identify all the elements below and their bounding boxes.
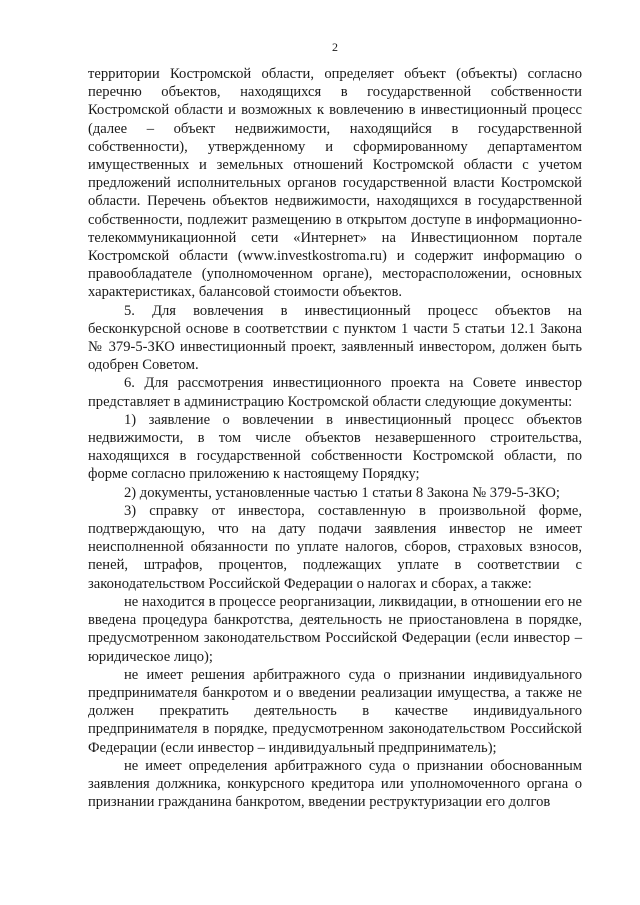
subitem-2: 2) документы, установленные частью 1 статьи 8 Закона № 379-5-ЗКО; (124, 484, 560, 501)
paragraph-item-5: 5. Для вовлечения в инвестиционный процесс объектов на бесконкурсной основе в соответствии с пунктом 1 части 5 статьи 12.1 Закона № 379-5-ЗКО инвестиционный проект, заявленный инвестором, должен быть одобрен Советом. (88, 302, 582, 374)
condition-legal-entity: не находится в процессе реорганизации, ликвидации, в отношении его не введена процедура банкротства, деятельность не приостановлена в порядке, предусмотренном законодательством Российской Федерации (если инвестор – юридическое лицо); (88, 593, 582, 665)
page-number: 2 (332, 40, 338, 54)
condition-citizen-bankruptcy: не имеет определения арбитражного суда о признании обоснованным заявления должника, конкурсного кредитора или уполномоченного органа о признании гражданина банкротом, введении реструктуризации его долгов (88, 757, 582, 811)
document-body (88, 65, 582, 811)
paragraph-continuation: территории Костромской области, определяет объект (объекты) согласно перечню объектов, находящихся в государственной собственности Костромской области и возможных к вовлечению в инвестиционный процесс (далее – объект недвижимости, находящийся в государственной собственности), утвержденному и сформированному департаментом имущественных и земельных отношений Костромской области с учетом предложений исполнительных органов государственной власти Костромской области. Перечень объектов недвижимости, находящихся в государственной собственности, подлежит размещению в открытом доступе в информационно-телекоммуникационной сети «Интернет» на Инвестиционном портале Костромской области (www.investkostroma.ru) и содержит информацию о правообладателе (уполномоченном органе), месторасположении, основных характеристиках, балансовой стоимости объектов. (88, 66, 582, 301)
paragraph-item-6: 6. Для рассмотрения инвестиционного проекта на Совете инвестор представляет в администрацию Костромской области следующие документы: (88, 375, 582, 410)
subitem-1: 1) заявление о вовлечении в инвестиционный процесс объектов недвижимости, в том числе объектов незавершенного строительства, находящихся в государственной собственности Костромской области, по форме согласно приложению к настоящему Порядку; (88, 411, 582, 483)
condition-individual-entrepreneur: не имеет решения арбитражного суда о признании индивидуального предпринимателя банкротом и о введении реализации имущества, а также не должен прекратить деятельность в качестве индивидуального предпринимателя в порядке, предусмотренном законодательством Российской Федерации (если инвестор – индивидуальный предприниматель); (88, 666, 582, 756)
subitem-3: 3) справку от инвестора, составленную в произвольной форме, подтверждающую, что на дату подачи заявления инвестор не имеет неисполненной обязанности по уплате налогов, сборов, страховых взносов, пеней, штрафов, процентов, подлежащих уплате в соответствии с законодательством Российской Федерации о налогах и сборах, а также: (88, 502, 582, 592)
